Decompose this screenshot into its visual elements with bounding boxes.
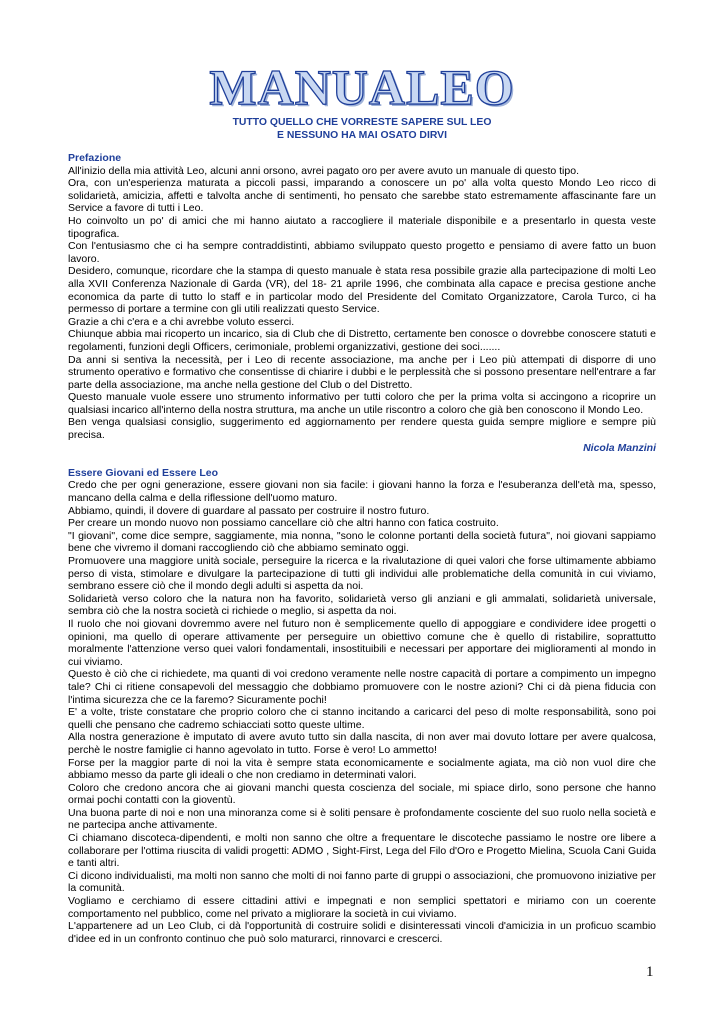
subtitle-line: TUTTO QUELLO CHE VORRESTE SAPERE SUL LEO (232, 117, 492, 128)
paragraph: "I giovani", come dice sempre, saggiamente, mia nonna, "sono le colonne portanti della società futura", noi giovani sappiamo bene che vivremo il domani raccogliendo ciò che abbiamo seminato oggi. (68, 529, 656, 555)
paragraph: Credo che per ogni generazione, essere giovani non sia facile: i giovani hanno la forza e l'esuberanza dell'età ma, spesso, mancano della calma e della riflessione dell'uomo maturo. (68, 479, 656, 505)
paragraph: Ci chiamano discoteca-dipendenti, e molti non sanno che oltre a frequentare le discoteche passiamo le nostre ore libere a collaborare per l'ottima riuscita di validi progetti: ADMO , Sight-First, Lega del Filo d'Oro e Progetto Mielina, Scuola Cani Guida e tanti altri. (68, 832, 656, 870)
subtitle-line: E NESSUNO HA MAI OSATO DIRVI (277, 129, 447, 141)
paragraph: Chiunque abbia mai ricoperto un incarico, sia di Club che di Distretto, certamente ben conosce o dovrebbe conoscere statuti e regolamenti, funzioni degli Officers, cerimoniale, problemi organizzativi, gestione dei soci....... (68, 328, 656, 353)
document-subtitle (0, 117, 724, 142)
section-heading-prefazione: Prefazione (68, 152, 122, 164)
paragraph: Una buona parte di noi e non una minoranza come si è soliti pensare è profondamente cosciente del suo ruolo nella società e ne partecipa anche attivamente. (68, 806, 656, 832)
paragraph: Solidarietà verso coloro che la natura non ha favorito, solidarietà verso gli anziani e gli ammalati, solidarietà universale, sembra ciò che la nostra società ci richiede o meglio, si aspetta da noi. (68, 592, 656, 618)
paragraph: Alla nostra generazione è imputato di avere avuto tutto sin dalla nascita, di non aver mai dovuto lottare per avere qualcosa, perchè le nostre famiglie ci hanno agevolato in tutto. Forse è vero! Lo ammetto! (68, 731, 656, 756)
paragraph: Questo manuale vuole essere uno strumento informativo per tutti coloro che per la prima volta si accingono a ricoprire un qualsiasi incarico all'interno della nostra struttura, ma anche un utile riscontro a coloro che già ben conoscono il Mondo Leo. (68, 391, 656, 416)
paragraph: Ben venga qualsiasi consiglio, suggerimento ed aggiornamento per rendere questa guida sempre migliore e sempre più precisa. (68, 416, 656, 442)
giovani-paragraphs (68, 479, 656, 945)
paragraph: Vogliamo e cerchiamo di essere cittadini attivi e impegnati e non semplici spettatori e miriamo con un coerente comportamento nel pubblico, come nel privato a migliorare la società in cui viviamo. (68, 895, 656, 920)
paragraph: Abbiamo, quindi, il dovere di guardare al passato per costruire il nostro futuro. (68, 504, 430, 517)
paragraph: All'inizio della mia attività Leo, alcuni anni orsono, avrei pagato oro per avere avuto un manuale di questo tipo. (68, 164, 579, 177)
section-heading-giovani: Essere Giovani ed Essere Leo (68, 466, 218, 479)
document-body (68, 152, 656, 945)
paragraph: Coloro che credono ancora che ai giovani manchi questa coscienza del sociale, mi spiace dirlo, sono persone che hanno ormai pochi contatti con la gioventù. (68, 781, 656, 807)
paragraph: Con l'entusiasmo che ci ha sempre contraddistinti, abbiamo sviluppato questo progetto e pensiamo di avere fatto un buon lavoro. (68, 240, 656, 265)
paragraph: Ho coinvolto un po' di amici che mi hanno aiutato a raccogliere il materiale disponibile e a presentarlo in questa veste tipografica. (68, 214, 656, 240)
signature: Nicola Manzini (583, 441, 656, 454)
paragraph: Ora, con un'esperienza maturata a piccoli passi, imparando a conoscere un po' alla volta questo Mondo Leo ricco di solidarietà, amicizia, affetti e talvolta anche di sentimenti, ho pensato che sarebbe stato estremamente affascinante fare un Service a favore di tutti i Leo. (68, 177, 656, 215)
prefazione-paragraphs (68, 165, 656, 442)
paragraph: Desidero, comunque, ricordare che la stampa di questo manuale è stata resa possibile grazie alla partecipazione di molti Leo alla XVII Conferenza Nazionale di Garda (VR), del 18- 21 aprile 1996, che combinata alla capace e precisa gestione anche economica da parte di tutto lo staff e in particolar modo del Presidente del Comitato Organizzatore, Carola Turco, ci ha permesso di portare a termine con gli utili realizzati questo Service. (68, 265, 656, 316)
document-title: MANUALEO (209, 59, 515, 115)
paragraph: L'appartenere ad un Leo Club, ci dà l'opportunità di costruire solidi e disinteressati vincoli d'amicizia in un proficuo scambio d'idee ed in un confronto continuo che può solo maturarci, rinnovarci e crescerci. (68, 920, 656, 945)
page-number: 1 (646, 964, 654, 980)
paragraph: Forse per la maggior parte di noi la vita è sempre stata economicamente e socialmente agiata, ma ciò non vuol dire che abbiamo messo da parte gli ideali o che non crediamo in determinati valori. (68, 756, 656, 782)
paragraph: Questo è ciò che ci richiedete, ma quanti di voi credono veramente nelle nostre capacità di portare a compimento un impegno tale? Chi ci ritiene consapevoli del messaggio che dobbiamo promuovere con le nostre azioni? Chi ci dà piena fiducia con l'intima sicurezza che ce la faremo? Sicuramente pochi! (68, 668, 656, 706)
paragraph: Ci dicono individualisti, ma molti non sanno che molti di noi fanno parte di gruppi o associazioni, che promuovono iniziative per la comunità. (68, 869, 656, 895)
paragraph: Il ruolo che noi giovani dovremmo avere nel futuro non è semplicemente quello di appoggiare e condividere idee progetti o opinioni, ma quello di operare attivamente per perseguire un obiettivo comune che è quello di ristabilire, soprattutto moralmente l'attenzione verso quei valori fondamentali, insostituibili e necessari per apportare dei miglioramenti al mondo in cui viviamo. (68, 617, 656, 668)
paragraph: Promuovere una maggiore unità sociale, perseguire la ricerca e la rivalutazione di quei valori che forse ultimamente abbiamo perso di vista, stimolare e divulgare la partecipazione di tutti gli individui alle problematiche della comunità in cui viviamo, sembrano essere ciò che il mondo degli adulti si aspetta da noi. (68, 555, 656, 593)
paragraph: E' a volte, triste constatare che proprio coloro che ci stanno incitando a caricarci del peso di molte responsabilità, sono poi quelli che pensano che cadremo schiacciati sotto queste ultime. (68, 706, 656, 731)
paragraph: Grazie a chi c'era e a chi avrebbe voluto esserci. (68, 315, 295, 328)
paragraph: Per creare un mondo nuovo non possiamo cancellare ciò che altri hanno con fatica costruito. (68, 517, 499, 530)
paragraph: Da anni si sentiva la necessità, per i Leo di recente associazione, ma anche per i Leo più attempati di disporre di uno strumento operativo e formativo che consentisse di chiarire i dubbi e le perplessità che si possono presentare nell'entrare a far parte della associazione, ma anche nella gestione del Club o del Distretto. (68, 353, 656, 391)
